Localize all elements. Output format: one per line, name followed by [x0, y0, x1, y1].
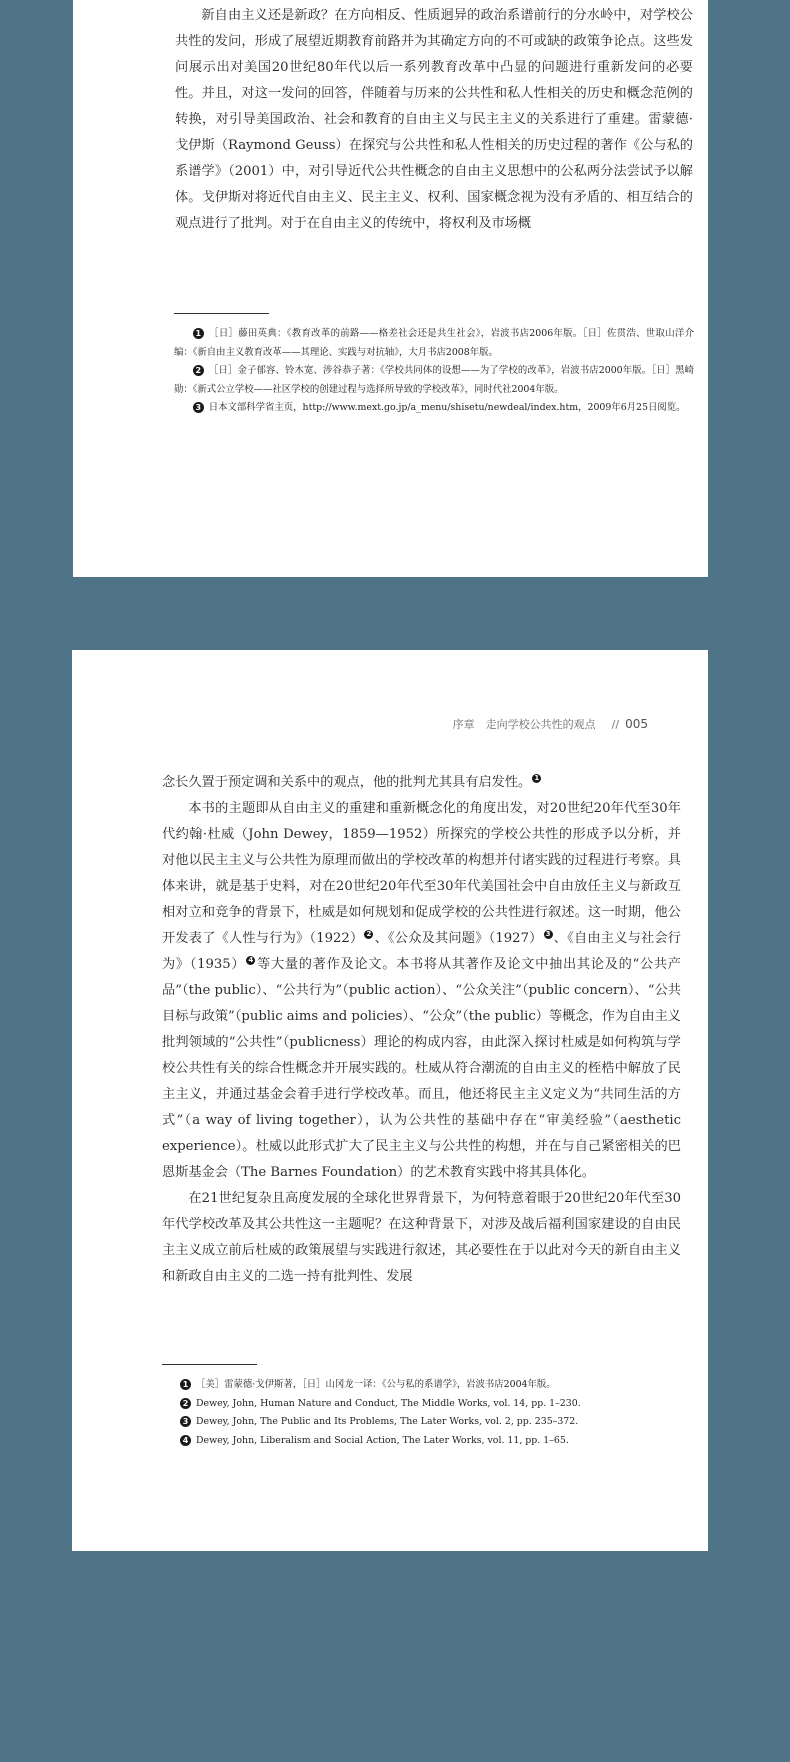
footnote-marker: 1 — [193, 328, 204, 339]
footnote — [174, 399, 694, 418]
footnote-text: ［美］雷蒙德·戈伊斯著，［日］山冈龙一译：《公与私的系谱学》，岩波书店2004年版。 — [196, 1379, 556, 1390]
paragraph — [162, 770, 681, 796]
footnote-divider — [174, 313, 269, 314]
footnote-divider — [162, 1364, 257, 1365]
footnote-text: Dewey, John, The Public and Its Problems, The Later Works, vol. 2, pp. 235–372. — [196, 1416, 579, 1427]
paragraph: 新自由主义还是新政？在方向相反、性质迥异的政治系谱前行的分水岭中，对学校公共性的发问，形成了展望近期教育前路并为其确定方向的不可或缺的政策争论点。这些发问展示出对美国20世纪80年代以后一系列教育改革中凸显的问题进行重新发问的必要性。并且，对这一发问的回答，伴随着与历来的公共性和私人性相关的历史和概念范例的转换，对引导美国政治、社会和教育的自由主义与民主主义的关系进行了重建。雷蒙德·戈伊斯（Raymond Geuss）在探究与公共性和私人性相关的历史过程的著作《公与私的系谱学》（2001）中，对引导近代公共性概念的自由主义思想中的公私两分法尝试予以解体。戈伊斯对将近代自由主义、民主主义、权利、国家概念视为没有矛盾的、相互结合的观点进行了批判。对于在自由主义的传统中，将权利及市场概 — [175, 8, 693, 231]
footnote — [174, 362, 694, 399]
footnote-ref: 3 — [544, 930, 553, 939]
paragraph-text: 、《公众及其问题》（1927） — [374, 931, 543, 946]
header-separator: // — [611, 718, 620, 731]
page-bottom — [72, 650, 708, 1551]
footnote — [180, 1395, 690, 1414]
paragraph-text: 念长久置于预定调和关系中的观点，他的批判尤其具有启发性。 — [162, 775, 532, 790]
body-text — [175, 3, 693, 237]
footnote-text: 日本文部科学省主页，http://www.mext.go.jp/a_menu/shisetu/newdeal/index.htm，2009年6月25日阅览。 — [208, 402, 686, 413]
body-text — [162, 770, 681, 1290]
running-header — [453, 716, 648, 732]
footnote-marker: 4 — [180, 1435, 191, 1446]
paragraph-text: 、《自由主义与社会行为》（1935） — [162, 931, 681, 972]
footnote — [180, 1432, 690, 1451]
footnote-text: ［日］金子郁容、铃木宽、涉谷恭子著：《学校共同体的设想——为了学校的改革》，岩波书店2000年版。［日］黑崎勋：《新式公立学校——社区学校的创建过程与选择所导致的学校改革》，同时代社2004年版。 — [174, 365, 694, 395]
footnote-marker: 2 — [180, 1398, 191, 1409]
footnote — [180, 1413, 690, 1432]
footnote-ref: 2 — [364, 930, 373, 939]
footnotes — [174, 325, 694, 418]
footnote-marker: 3 — [180, 1416, 191, 1427]
paragraph: 在21世纪复杂且高度发展的全球化世界背景下，为何特意着眼于20世纪20年代至30年代学校改革及其公共性这一主题呢？在这种背景下，对涉及战后福利国家建设的自由民主主义成立前后杜威的政策展望与实践进行叙述，其必要性在于以此对今天的新自由主义和新政自由主义的二选一持有批判性、发展 — [162, 1191, 681, 1284]
footnote-marker: 3 — [193, 402, 204, 413]
paragraph-text: 本书的主题即从自由主义的重建和重新概念化的角度出发，对20世纪20年代至30年代约翰·杜威（John Dewey，1859—1952）所探究的学校公共性的形成予以分析，并对他以民主主义与公共性为原理而做出的学校改革的构想并付诸实践的过程进行考察。具体来讲，就是基于史料，对在20世纪20年代至30年代美国社会中自由放任主义与新政互相对立和竞争的背景下，杜威是如何规划和促成学校的公共性进行叙述。这一时期，他公开发表了《人性与行为》（1922） — [162, 801, 681, 946]
footnote-text: Dewey, John, Human Nature and Conduct, The Middle Works, vol. 14, pp. 1–230. — [196, 1397, 581, 1409]
footnotes — [180, 1376, 690, 1450]
footnote-text: Dewey, John, Liberalism and Social Action, The Later Works, vol. 11, pp. 1–65. — [196, 1434, 569, 1446]
footnote-text: ［日］藤田英典：《教育改革的前路——格差社会还是共生社会》，岩波书店2006年版。［日］佐贯浩、世取山洋介编：《新自由主义教育改革——其理论、实践与对抗轴》，大月书店2008年版。 — [174, 328, 694, 358]
footnote-ref: 1 — [532, 774, 541, 783]
page-number: 005 — [625, 717, 648, 731]
footnote — [174, 325, 694, 362]
paragraph-text: 等大量的著作及论文。本书将从其著作及论文中抽出其论及的“公共产品”（the public）、“公共行为”（public action）、“公众关注”（public concern）、“公共目标与政策”（public aims and policies）、“公众”（the public）等概念，作为自由主义批判领域的“公共性”（publicness）理论的构成内容，由此深入探讨杜威是如何构筑与学校公共性有关的综合性概念并开展实践的。杜威从符合潮流的自由主义的桎梏中解放了民主主义，并通过基金会着手进行学校改革。而且，他还将民主主义定义为“共同生活的方式”（a way of living together），认为公共性的基础中存在“审美经验”（aesthetic experience）。杜威以此形式扩大了民主主义与公共性的构想，并在与自己紧密相关的巴恩斯基金会（The Barnes Foundation）的艺术教育实践中将其具体化。 — [162, 957, 681, 1180]
paragraph — [162, 796, 681, 1186]
footnote-marker: 1 — [180, 1379, 191, 1390]
footnote-marker: 2 — [193, 365, 204, 376]
footnote-ref: 4 — [246, 956, 255, 965]
footnote — [180, 1376, 690, 1395]
chapter-title: 序章 走向学校公共性的观点 — [452, 718, 596, 731]
page-top — [73, 0, 708, 577]
